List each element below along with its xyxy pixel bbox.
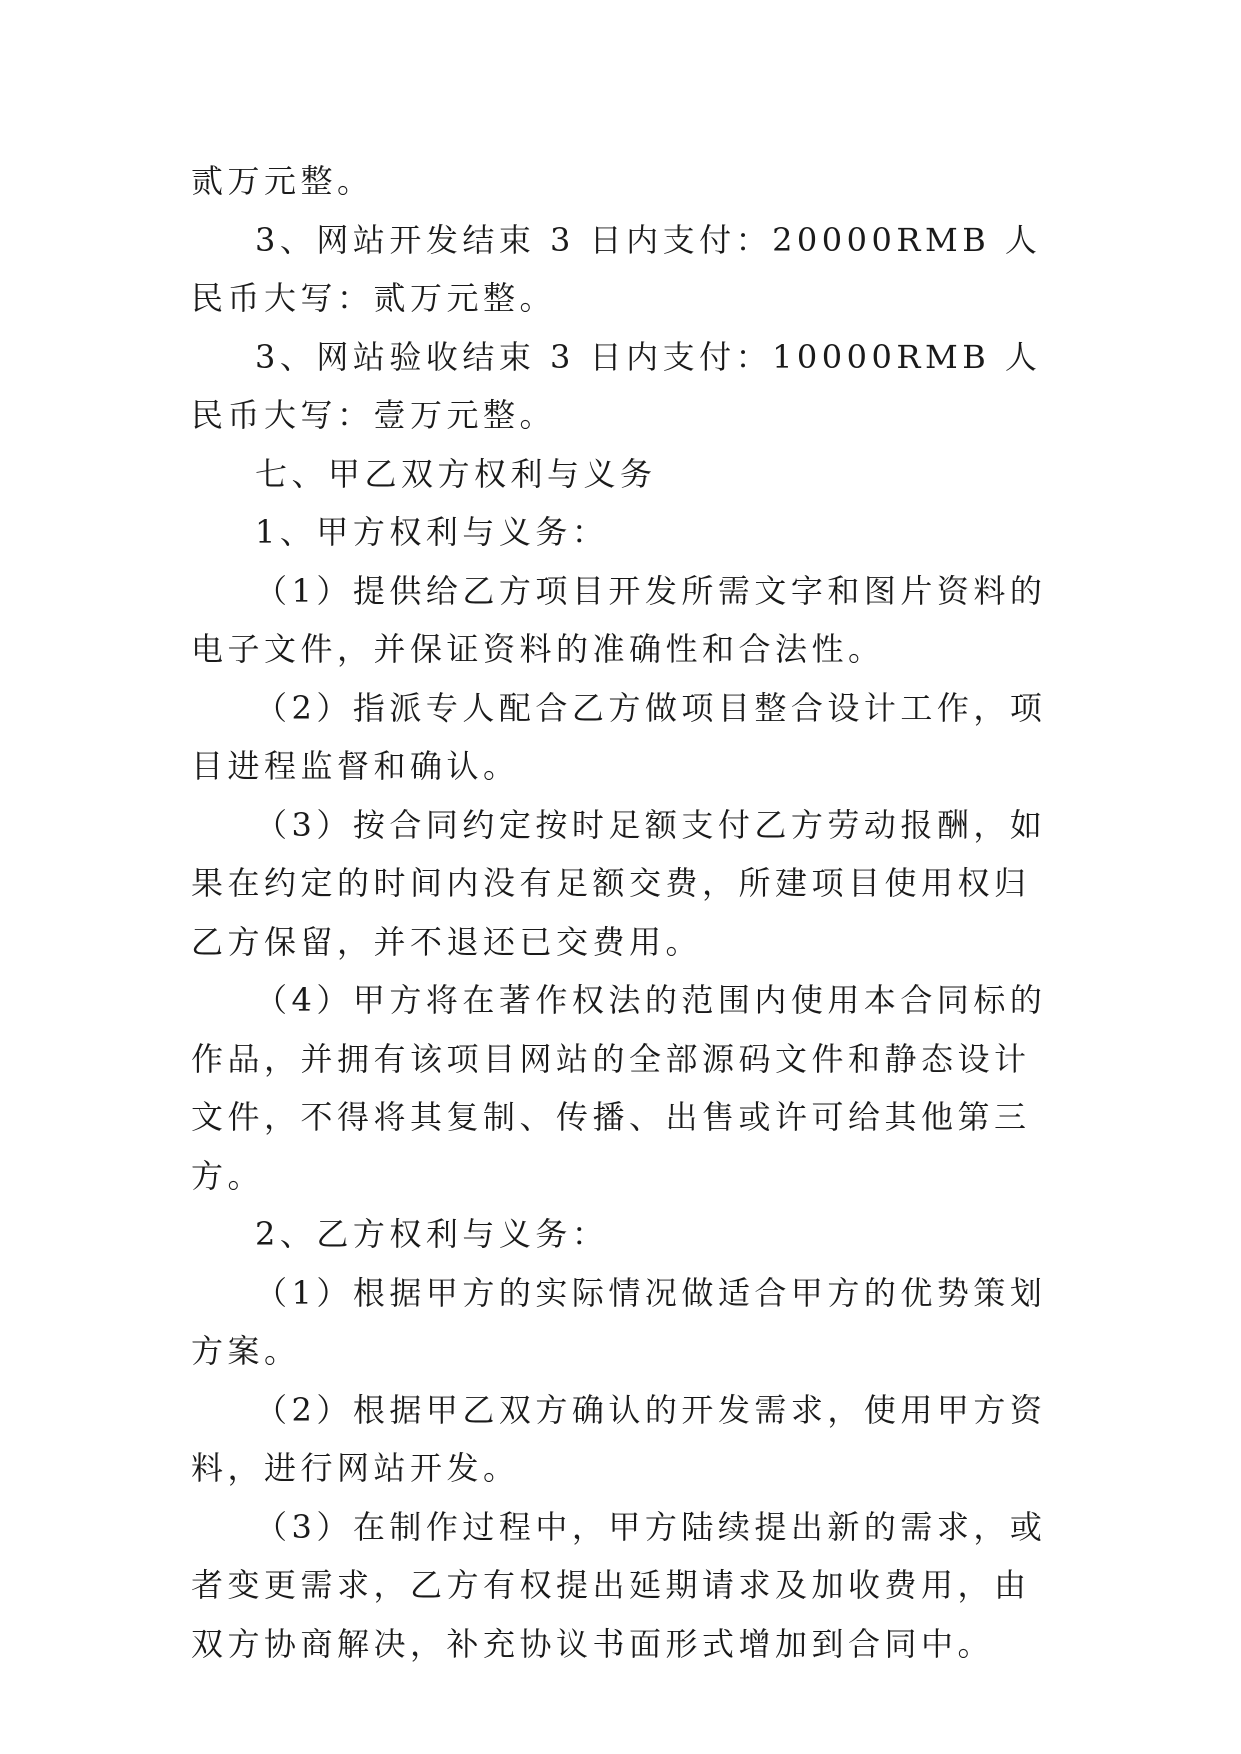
paragraph-payment-acceptance: 3、网站验收结束 3 日内支付：10000RMB 人民币大写：壹万元整。 [191, 337, 1042, 434]
party-b-item-2: （2）根据甲乙双方确认的开发需求，使用甲方资料，进行网站开发。 [191, 1390, 1047, 1487]
party-a-item-2: （2）指派专人配合乙方做项目整合设计工作，项目进程监督和确认。 [191, 688, 1047, 785]
party-b-item-1: （1）根据甲方的实际情况做适合甲方的优势策划方案。 [191, 1273, 1047, 1370]
party-a-item-4: （4）甲方将在著作权法的范围内使用本合同标的作品，并拥有该项目网站的全部源码文件和静态设计文件，不得将其复制、传播、出售或许可给其他第三方。 [191, 981, 1047, 1195]
subheading-party-b: 2、乙方权利与义务： [255, 1215, 609, 1253]
party-b-item-3: （3）在制作过程中，甲方陆续提出新的需求，或者变更需求，乙方有权提出延期请求及加收费用，由双方协商解决，补充协议书面形式增加到合同中。 [191, 1507, 1047, 1663]
document-body [191, 152, 1051, 1673]
paragraph-payment-development: 3、网站开发结束 3 日内支付：20000RMB 人民币大写：贰万元整。 [191, 220, 1042, 317]
section-heading-rights-obligations: 七、甲乙双方权利与义务 [255, 454, 657, 493]
subheading-party-a: 1、甲方权利与义务： [255, 513, 609, 551]
paragraph-continued-amount: 贰万元整。 [191, 162, 374, 200]
party-a-item-1: （1）提供给乙方项目开发所需文字和图片资料的电子文件，并保证资料的准确性和合法性。 [191, 571, 1047, 668]
party-a-item-3: （3）按合同约定按时足额支付乙方劳动报酬，如果在约定的时间内没有足额交费，所建项目使用权归乙方保留，并不退还已交费用。 [191, 805, 1047, 961]
